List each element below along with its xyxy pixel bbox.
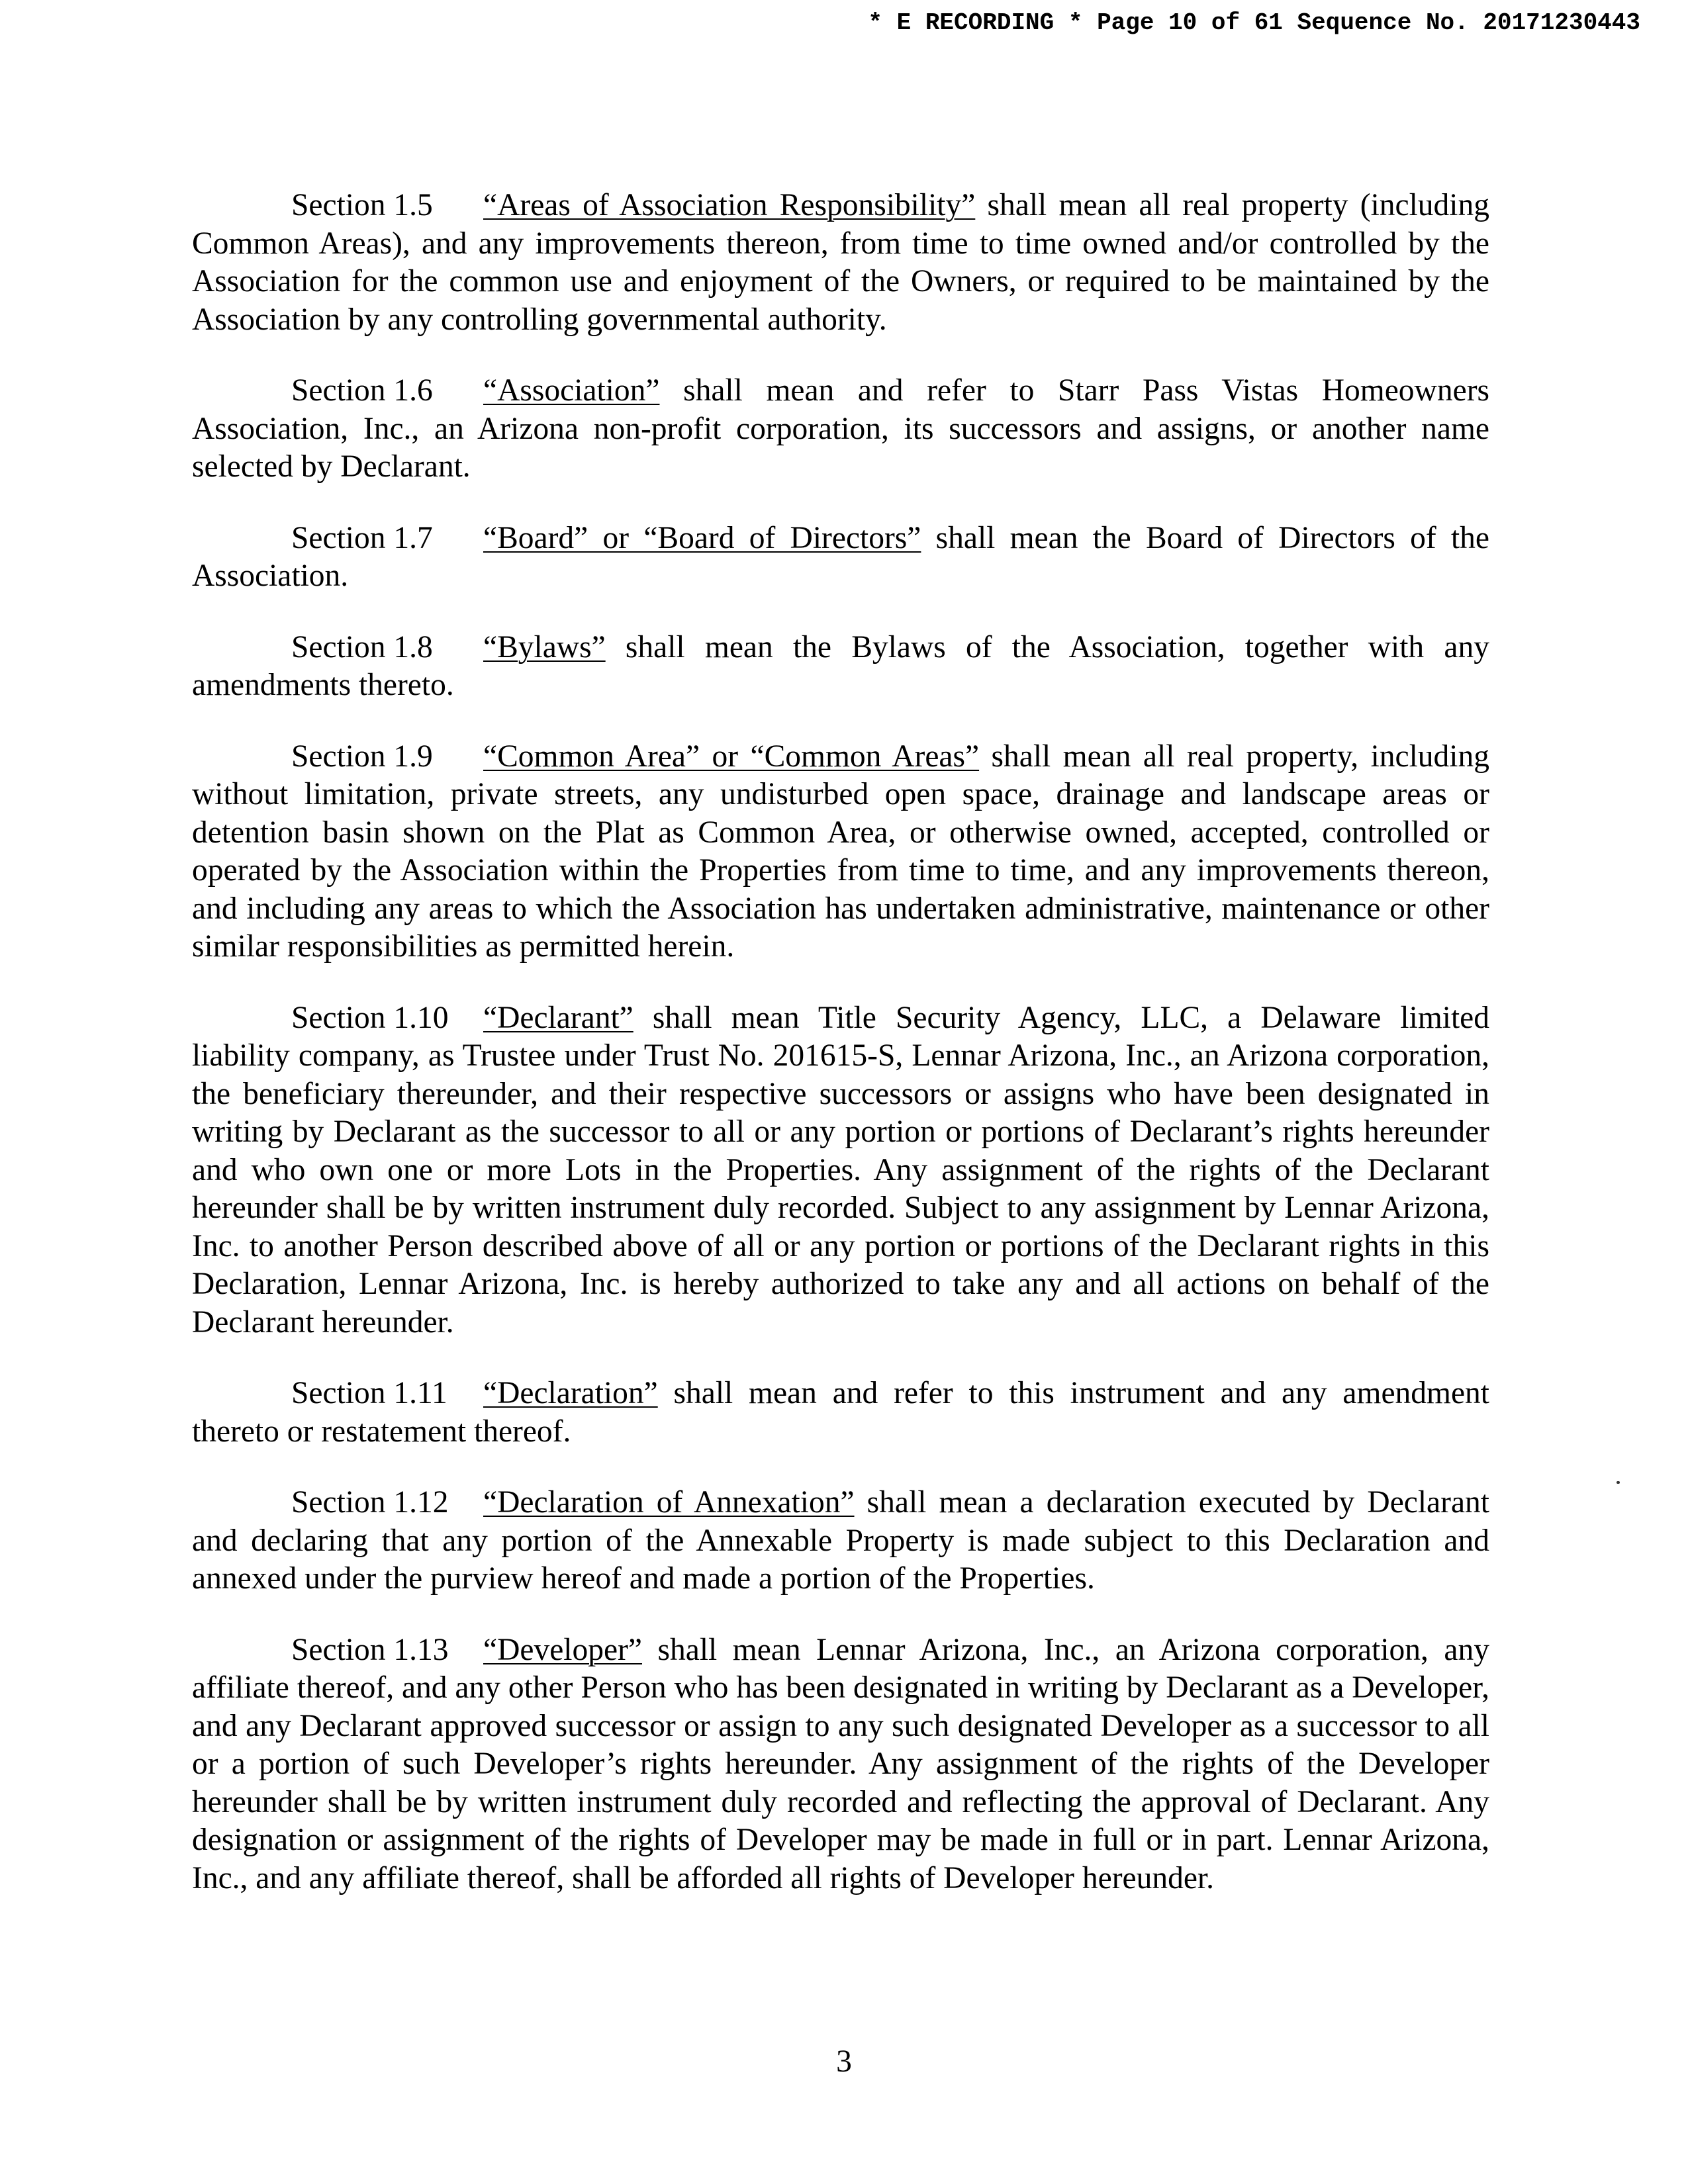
section-number: Section 1.9 <box>291 739 433 774</box>
section-1-13 <box>192 1631 1489 1898</box>
section-text: shall mean the Board of Directors of the Association. <box>192 520 1489 593</box>
defined-term: “Bylaws” <box>483 629 606 664</box>
recording-header: * E RECORDING * Page 10 of 61 Sequence No. 20171230443 <box>868 9 1640 36</box>
section-1-11 <box>192 1375 1489 1451</box>
section-1-6 <box>192 372 1489 486</box>
section-1-5 <box>192 187 1489 339</box>
section-text: shall mean all real property, including without limitation, private streets, any undisturbed open space, drainage and landscape areas or detention basin shown on the Plat as Common Area, or otherwise owned, accepted, controlled or operated by the Association within the Properties from time to time, and any improvements thereon, and including any areas to which the Association has undertaken administrative, maintenance or other similar responsibilities as permitted herein. <box>192 739 1489 964</box>
defined-term: “Areas of Association Responsibility” <box>483 188 976 222</box>
defined-term: “Declaration of Annexation” <box>483 1485 855 1520</box>
section-number: Section 1.10 <box>291 1000 449 1035</box>
section-text: shall mean Title Security Agency, LLC, a Delaware limited liability company, as Trustee under Trust No. 201615-S, Lennar Arizona, Inc., an Arizona corporation, the beneficiary thereunder, and their respective successors or assigns who have been designated in writing by Declarant as the successor to all or any portion or portions of Declarant’s rights hereunder and who own one or more Lots in the Properties. Any assignment of the rights of the Declarant hereunder shall be by written instrument duly recorded. Subject to any assignment by Lennar Arizona, Inc. to another Person described above of all or any portion or portions of the Declarant rights in this Declaration, Lennar Arizona, Inc. is hereby authorized to take any and all actions on behalf of the Declarant hereunder. <box>192 1000 1489 1340</box>
section-number: Section 1.6 <box>291 373 433 408</box>
section-1-7 <box>192 520 1489 596</box>
section-text: shall mean all real property (including Common Areas), and any improvements thereon, from time to time owned and/or controlled by the Association for the common use and enjoyment of the Owners, or required to be maintained by the Association by any controlling governmental authority. <box>192 188 1489 337</box>
section-number: Section 1.11 <box>291 1376 447 1410</box>
defined-term: “Board” or “Board of Directors” <box>483 520 921 555</box>
defined-term: “Declarant” <box>483 1000 633 1035</box>
section-number: Section 1.8 <box>291 629 433 664</box>
document-body <box>192 187 1489 1931</box>
section-1-9 <box>192 738 1489 966</box>
section-text: shall mean Lennar Arizona, Inc., an Arizona corporation, any affiliate thereof, and any other Person who has been designated in writing by Declarant as a Developer, and any Declarant approved successor or assign to any such designated Developer as a successor to all or a portion of such Developer’s rights hereunder. Any assignment of the rights of the Developer hereunder shall be by written instrument duly recorded and reflecting the approval of Declarant. Any designation or assignment of the rights of Developer may be made in full or in part. Lennar Arizona, Inc., and any affiliate thereof, shall be afforded all rights of Developer hereunder. <box>192 1632 1489 1895</box>
section-number: Section 1.5 <box>291 188 433 222</box>
section-number: Section 1.12 <box>291 1485 449 1520</box>
section-number: Section 1.13 <box>291 1632 449 1667</box>
scan-speck <box>1617 1481 1620 1484</box>
section-text: shall mean and refer to this instrument and any amendment thereto or restatement thereof. <box>192 1376 1489 1449</box>
section-1-8 <box>192 629 1489 705</box>
defined-term: “Common Area” or “Common Areas” <box>483 739 980 774</box>
defined-term: “Declaration” <box>483 1376 658 1410</box>
section-text: shall mean a declaration executed by Declarant and declaring that any portion of the Annexable Property is made subject to this Declaration and annexed under the purview hereof and made a portion of the Properties. <box>192 1485 1489 1596</box>
section-text: shall mean the Bylaws of the Association, together with any amendments thereto. <box>192 629 1489 702</box>
page-number: 3 <box>836 2044 852 2079</box>
section-number: Section 1.7 <box>291 520 433 555</box>
defined-term: “Association” <box>483 373 660 408</box>
section-1-10 <box>192 999 1489 1342</box>
section-text: shall mean and refer to Starr Pass Vistas Homeowners Association, Inc., an Arizona non-profit corporation, its successors and assigns, or another name selected by Declarant. <box>192 373 1489 484</box>
section-1-12 <box>192 1484 1489 1598</box>
defined-term: “Developer” <box>483 1632 642 1667</box>
